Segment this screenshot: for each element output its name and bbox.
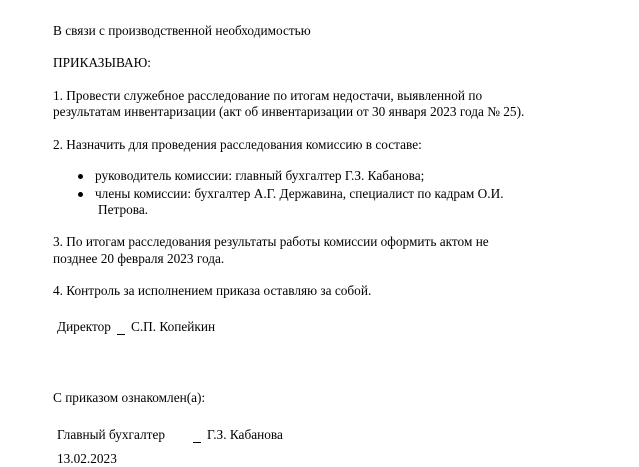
accountant-name: Г.З. Кабанова xyxy=(207,427,283,442)
bullet-icon xyxy=(78,192,83,197)
list-item-text: руководитель комиссии: главный бухгалтер Г.З. Кабанова; xyxy=(95,168,425,183)
director-title: Директор xyxy=(57,319,111,334)
director-signature xyxy=(57,319,215,335)
accountant-title: Главный бухгалтер xyxy=(57,427,166,442)
accountant-signature xyxy=(57,427,283,443)
list-item-text-continued: Петрова. xyxy=(98,202,149,217)
item-3-line-1: 3. По итогам расследования результаты работы комиссии оформить актом не xyxy=(53,234,489,249)
item-2: 2. Назначить для проведения расследования комиссию в составе: xyxy=(53,137,422,152)
order-heading: ПРИКАЗЫВАЮ: xyxy=(53,55,151,70)
signature-line xyxy=(193,428,201,443)
signature-line xyxy=(117,320,125,335)
item-1-line-2: результатам инвентаризации (акт об инвентаризации от 30 января 2023 года № 25). xyxy=(53,104,525,119)
director-name: С.П. Копейкин xyxy=(130,319,216,334)
item-4: 4. Контроль за исполнением приказа оставляю за собой. xyxy=(53,283,372,298)
item-1-line-1: 1. Провести служебное расследование по итогам недостачи, выявленной по xyxy=(53,88,483,103)
bullet-icon xyxy=(78,174,83,179)
item-3-line-2: позднее 20 февраля 2023 года. xyxy=(53,251,225,266)
intro-text: В связи с производственной необходимостью xyxy=(53,23,311,38)
acquainted-text: С приказом ознакомлен(а): xyxy=(53,390,206,405)
list-item-text: члены комиссии: бухгалтер А.Г. Державина, специалист по кадрам О.И. xyxy=(95,186,504,201)
sign-date: 13.02.2023 xyxy=(57,451,117,466)
